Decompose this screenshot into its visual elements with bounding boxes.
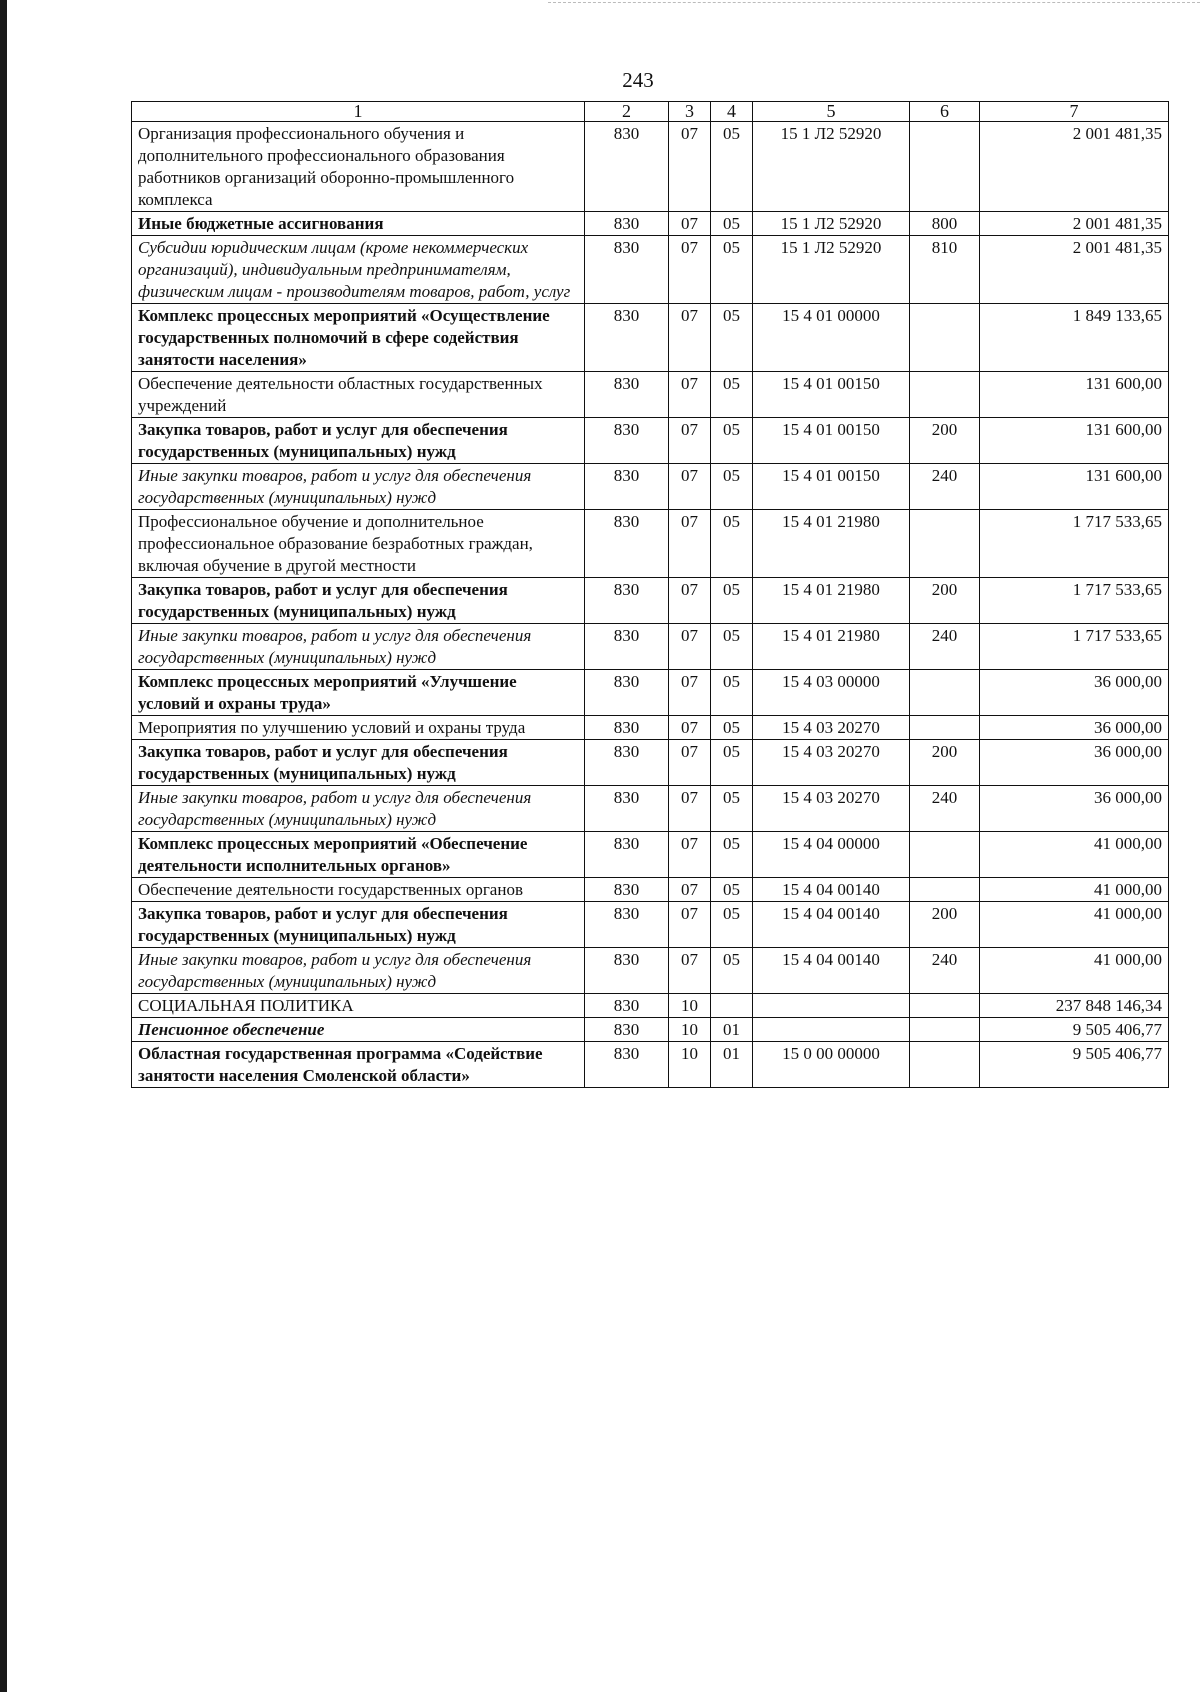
item-name-cell: Иные закупки товаров, работ и услуг для обеспечения государственных (муниципальных) нужд	[132, 464, 585, 510]
amount-cell: 41 000,00	[980, 948, 1169, 994]
expense-type-cell: 240	[910, 948, 980, 994]
target-article-cell: 15 4 04 00140	[753, 948, 910, 994]
amount-cell: 36 000,00	[980, 716, 1169, 740]
target-article-cell: 15 4 03 20270	[753, 740, 910, 786]
expense-type-cell: 200	[910, 418, 980, 464]
table-row	[132, 418, 1169, 464]
amount-cell: 9 505 406,77	[980, 1018, 1169, 1042]
subsection-cell: 05	[711, 372, 753, 418]
ministry-code-cell: 830	[585, 1018, 669, 1042]
subsection-cell: 05	[711, 832, 753, 878]
amount-cell: 131 600,00	[980, 372, 1169, 418]
column-header: 7	[980, 102, 1169, 122]
target-article-cell: 15 1 Л2 52920	[753, 212, 910, 236]
ministry-code-cell: 830	[585, 236, 669, 304]
ministry-code-cell: 830	[585, 878, 669, 902]
column-number-row	[132, 102, 1169, 122]
amount-cell: 131 600,00	[980, 418, 1169, 464]
target-article-cell: 15 4 04 00000	[753, 832, 910, 878]
subsection-cell: 05	[711, 464, 753, 510]
subsection-cell: 05	[711, 878, 753, 902]
table-row	[132, 372, 1169, 418]
target-article-cell: 15 4 01 21980	[753, 578, 910, 624]
target-article-cell: 15 4 04 00140	[753, 878, 910, 902]
subsection-cell: 05	[711, 902, 753, 948]
amount-cell: 41 000,00	[980, 878, 1169, 902]
item-name-cell: Субсидии юридическим лицам (кроме некоммерческих организаций), индивидуальным предпринимателям, физическим лицам - производителям товаров, работ, услуг	[132, 236, 585, 304]
ministry-code-cell: 830	[585, 994, 669, 1018]
item-name-cell: Пенсионное обеспечение	[132, 1018, 585, 1042]
ministry-code-cell: 830	[585, 786, 669, 832]
ministry-code-cell: 830	[585, 948, 669, 994]
expense-type-cell: 240	[910, 464, 980, 510]
expense-type-cell	[910, 1018, 980, 1042]
table-row	[132, 716, 1169, 740]
section-cell: 07	[669, 624, 711, 670]
column-header: 1	[132, 102, 585, 122]
section-cell: 10	[669, 1042, 711, 1088]
expense-type-cell	[910, 994, 980, 1018]
item-name-cell: Обеспечение деятельности областных государственных учреждений	[132, 372, 585, 418]
ministry-code-cell: 830	[585, 578, 669, 624]
expense-type-cell: 200	[910, 740, 980, 786]
column-header: 6	[910, 102, 980, 122]
expense-type-cell	[910, 878, 980, 902]
section-cell: 07	[669, 304, 711, 372]
section-cell: 10	[669, 1018, 711, 1042]
subsection-cell: 01	[711, 1018, 753, 1042]
item-name-cell: Закупка товаров, работ и услуг для обеспечения государственных (муниципальных) нужд	[132, 418, 585, 464]
ministry-code-cell: 830	[585, 464, 669, 510]
ministry-code-cell: 830	[585, 212, 669, 236]
subsection-cell	[711, 994, 753, 1018]
subsection-cell: 05	[711, 510, 753, 578]
item-name-cell: Закупка товаров, работ и услуг для обеспечения государственных (муниципальных) нужд	[132, 902, 585, 948]
amount-cell: 1 717 533,65	[980, 578, 1169, 624]
section-cell: 07	[669, 740, 711, 786]
amount-cell: 2 001 481,35	[980, 236, 1169, 304]
table-row	[132, 994, 1169, 1018]
section-cell: 07	[669, 212, 711, 236]
ministry-code-cell: 830	[585, 122, 669, 212]
table-row	[132, 122, 1169, 212]
item-name-cell: Комплекс процессных мероприятий «Обеспечение деятельности исполнительных органов»	[132, 832, 585, 878]
ministry-code-cell: 830	[585, 510, 669, 578]
section-cell: 10	[669, 994, 711, 1018]
ministry-code-cell: 830	[585, 1042, 669, 1088]
expense-type-cell: 810	[910, 236, 980, 304]
item-name-cell: Закупка товаров, работ и услуг для обеспечения государственных (муниципальных) нужд	[132, 740, 585, 786]
column-header: 3	[669, 102, 711, 122]
target-article-cell: 15 4 03 20270	[753, 716, 910, 740]
amount-cell: 41 000,00	[980, 902, 1169, 948]
budget-table	[131, 101, 1169, 1088]
table-row	[132, 236, 1169, 304]
item-name-cell: Организация профессионального обучения и дополнительного профессионального образования работников организаций оборонно-промышленного комплекса	[132, 122, 585, 212]
subsection-cell: 05	[711, 418, 753, 464]
ministry-code-cell: 830	[585, 832, 669, 878]
amount-cell: 2 001 481,35	[980, 122, 1169, 212]
expense-type-cell	[910, 832, 980, 878]
ministry-code-cell: 830	[585, 740, 669, 786]
section-cell: 07	[669, 670, 711, 716]
table-row	[132, 624, 1169, 670]
amount-cell: 237 848 146,34	[980, 994, 1169, 1018]
section-cell: 07	[669, 464, 711, 510]
target-article-cell: 15 4 01 21980	[753, 624, 910, 670]
expense-type-cell: 800	[910, 212, 980, 236]
target-article-cell: 15 0 00 00000	[753, 1042, 910, 1088]
subsection-cell: 05	[711, 122, 753, 212]
subsection-cell: 05	[711, 304, 753, 372]
expense-type-cell	[910, 510, 980, 578]
section-cell: 07	[669, 716, 711, 740]
section-cell: 07	[669, 372, 711, 418]
expense-type-cell: 240	[910, 624, 980, 670]
column-header: 5	[753, 102, 910, 122]
expense-type-cell: 200	[910, 902, 980, 948]
item-name-cell: Областная государственная программа «Содействие занятости населения Смоленской области»	[132, 1042, 585, 1088]
item-name-cell: Профессиональное обучение и дополнительное профессиональное образование безработных граждан, включая обучение в другой местности	[132, 510, 585, 578]
amount-cell: 9 505 406,77	[980, 1042, 1169, 1088]
ministry-code-cell: 830	[585, 716, 669, 740]
ministry-code-cell: 830	[585, 372, 669, 418]
scan-left-edge	[0, 0, 7, 1692]
amount-cell: 36 000,00	[980, 670, 1169, 716]
ministry-code-cell: 830	[585, 304, 669, 372]
column-header: 2	[585, 102, 669, 122]
subsection-cell: 05	[711, 670, 753, 716]
section-cell: 07	[669, 418, 711, 464]
section-cell: 07	[669, 122, 711, 212]
amount-cell: 36 000,00	[980, 740, 1169, 786]
budget-table-body	[132, 102, 1169, 1088]
section-cell: 07	[669, 832, 711, 878]
expense-type-cell	[910, 122, 980, 212]
section-cell: 07	[669, 786, 711, 832]
subsection-cell: 05	[711, 212, 753, 236]
amount-cell: 1 717 533,65	[980, 624, 1169, 670]
ministry-code-cell: 830	[585, 902, 669, 948]
scan-top-rule	[548, 2, 1200, 3]
item-name-cell: Иные закупки товаров, работ и услуг для обеспечения государственных (муниципальных) нужд	[132, 948, 585, 994]
ministry-code-cell: 830	[585, 624, 669, 670]
target-article-cell: 15 4 03 20270	[753, 786, 910, 832]
table-row	[132, 786, 1169, 832]
target-article-cell: 15 4 03 00000	[753, 670, 910, 716]
item-name-cell: Закупка товаров, работ и услуг для обеспечения государственных (муниципальных) нужд	[132, 578, 585, 624]
item-name-cell: СОЦИАЛЬНАЯ ПОЛИТИКА	[132, 994, 585, 1018]
table-row	[132, 670, 1169, 716]
expense-type-cell	[910, 1042, 980, 1088]
expense-type-cell	[910, 670, 980, 716]
table-row	[132, 1042, 1169, 1088]
section-cell: 07	[669, 878, 711, 902]
subsection-cell: 05	[711, 624, 753, 670]
expense-type-cell	[910, 372, 980, 418]
subsection-cell: 05	[711, 236, 753, 304]
expense-type-cell: 240	[910, 786, 980, 832]
target-article-cell: 15 4 01 21980	[753, 510, 910, 578]
subsection-cell: 05	[711, 786, 753, 832]
section-cell: 07	[669, 578, 711, 624]
item-name-cell: Комплекс процессных мероприятий «Осуществление государственных полномочий в сфере содействия занятости населения»	[132, 304, 585, 372]
amount-cell: 41 000,00	[980, 832, 1169, 878]
table-row	[132, 212, 1169, 236]
table-row	[132, 1018, 1169, 1042]
item-name-cell: Мероприятия по улучшению условий и охраны труда	[132, 716, 585, 740]
section-cell: 07	[669, 510, 711, 578]
target-article-cell	[753, 994, 910, 1018]
target-article-cell: 15 1 Л2 52920	[753, 236, 910, 304]
target-article-cell: 15 4 01 00150	[753, 372, 910, 418]
amount-cell: 36 000,00	[980, 786, 1169, 832]
table-row	[132, 878, 1169, 902]
amount-cell: 2 001 481,35	[980, 212, 1169, 236]
table-row	[132, 902, 1169, 948]
item-name-cell: Иные бюджетные ассигнования	[132, 212, 585, 236]
amount-cell: 1 849 133,65	[980, 304, 1169, 372]
table-row	[132, 948, 1169, 994]
table-row	[132, 304, 1169, 372]
table-row	[132, 740, 1169, 786]
target-article-cell: 15 1 Л2 52920	[753, 122, 910, 212]
expense-type-cell	[910, 716, 980, 740]
target-article-cell: 15 4 04 00140	[753, 902, 910, 948]
column-header: 4	[711, 102, 753, 122]
page-number: 243	[622, 68, 654, 92]
table-row	[132, 464, 1169, 510]
item-name-cell: Обеспечение деятельности государственных органов	[132, 878, 585, 902]
subsection-cell: 05	[711, 578, 753, 624]
table-row	[132, 832, 1169, 878]
target-article-cell: 15 4 01 00150	[753, 418, 910, 464]
amount-cell: 1 717 533,65	[980, 510, 1169, 578]
target-article-cell: 15 4 01 00000	[753, 304, 910, 372]
subsection-cell: 05	[711, 716, 753, 740]
item-name-cell: Комплекс процессных мероприятий «Улучшение условий и охраны труда»	[132, 670, 585, 716]
target-article-cell	[753, 1018, 910, 1042]
item-name-cell: Иные закупки товаров, работ и услуг для обеспечения государственных (муниципальных) нужд	[132, 786, 585, 832]
table-row	[132, 578, 1169, 624]
amount-cell: 131 600,00	[980, 464, 1169, 510]
subsection-cell: 01	[711, 1042, 753, 1088]
expense-type-cell	[910, 304, 980, 372]
expense-type-cell: 200	[910, 578, 980, 624]
ministry-code-cell: 830	[585, 670, 669, 716]
target-article-cell: 15 4 01 00150	[753, 464, 910, 510]
section-cell: 07	[669, 902, 711, 948]
section-cell: 07	[669, 236, 711, 304]
table-row	[132, 510, 1169, 578]
section-cell: 07	[669, 948, 711, 994]
subsection-cell: 05	[711, 948, 753, 994]
item-name-cell: Иные закупки товаров, работ и услуг для обеспечения государственных (муниципальных) нужд	[132, 624, 585, 670]
ministry-code-cell: 830	[585, 418, 669, 464]
subsection-cell: 05	[711, 740, 753, 786]
